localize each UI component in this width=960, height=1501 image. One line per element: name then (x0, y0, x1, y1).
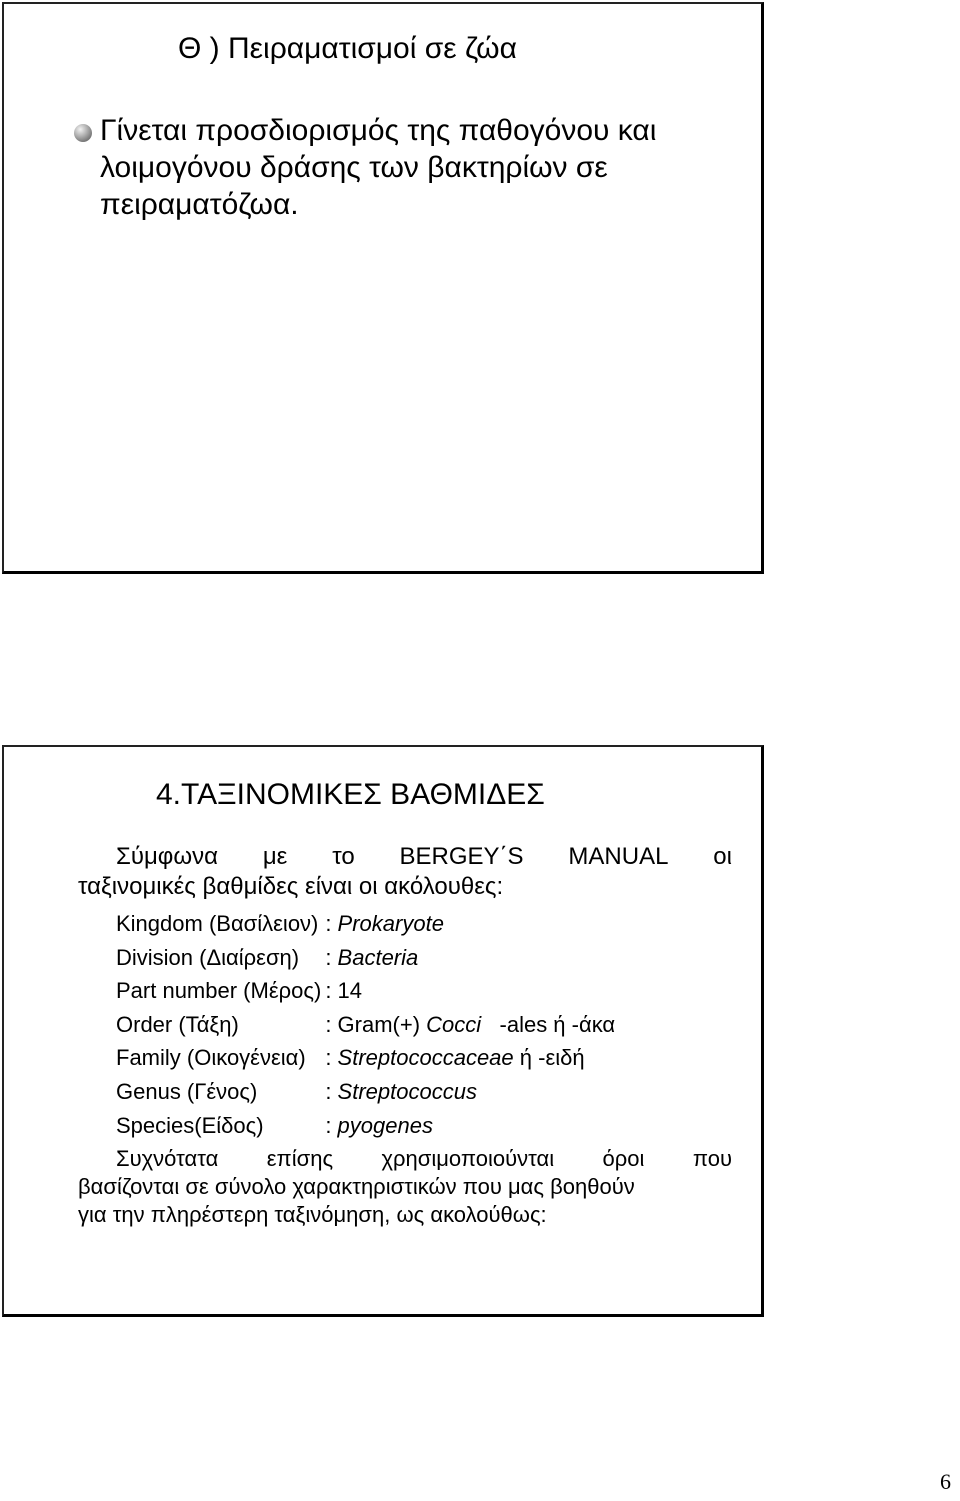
taxonomy-value-cell (325, 907, 615, 941)
closing-paragraph (78, 1144, 732, 1229)
taxonomy-row (116, 1008, 615, 1042)
taxonomy-value-cell (325, 1041, 615, 1075)
intro-word: το (332, 843, 355, 870)
intro-word: οι (713, 843, 732, 870)
slide-title: 4.ΤΑΞΙΝΟΜΙΚΕΣ ΒΑΘΜΙΔΕΣ (156, 778, 545, 811)
taxonomy-value: Streptococcus (337, 1078, 477, 1104)
taxonomy-separator: : (325, 1045, 338, 1071)
taxonomy-row (116, 1075, 615, 1109)
intro-paragraph (78, 842, 732, 902)
taxonomy-table (116, 907, 615, 1142)
taxonomy-row (116, 941, 615, 975)
taxonomy-rank: Genus (Γένος) (116, 1078, 258, 1104)
taxonomy-separator: : (325, 944, 338, 970)
taxonomy-value-cell (325, 941, 615, 975)
closing-word: Συχνότατα (116, 1146, 219, 1171)
page-number: 6 (940, 1469, 951, 1494)
taxonomy-rank: Part number (Μέρος) (116, 978, 322, 1004)
taxonomy-value: Cocci (426, 1011, 482, 1037)
taxonomy-row (116, 1041, 615, 1075)
taxonomy-row (116, 1109, 615, 1143)
taxonomy-suffix: ή -ειδή (513, 1045, 585, 1071)
taxonomy-separator: : 14 (325, 978, 363, 1004)
taxonomy-separator: : Gram(+) (325, 1011, 427, 1037)
taxonomy-separator: : (325, 1078, 338, 1104)
intro-word: MANUAL (568, 843, 669, 870)
slide-2 (2, 745, 764, 1317)
slide-1 (2, 2, 764, 574)
taxonomy-rank: Kingdom (Βασίλειον) (116, 911, 319, 936)
taxonomy-suffix: -ales ή -άκα (481, 1011, 616, 1037)
taxonomy-value: Prokaryote (337, 911, 444, 936)
taxonomy-rank: Order (Τάξη) (116, 1011, 239, 1037)
taxonomy-rank: Family (Οικογένεια) (116, 1045, 306, 1071)
taxonomy-row (116, 907, 615, 941)
closing-line-1 (78, 1144, 732, 1173)
intro-word: Σύμφωνα (116, 843, 218, 870)
bullet-text: Γίνεται προσδιορισμός της παθογόνου και λοιμογόνου δράσης των βακτηρίων σε πειραματόζωα. (100, 114, 657, 221)
intro-line-2: ταξινομικές βαθμίδες είναι οι ακόλουθες: (78, 873, 504, 900)
taxonomy-value-cell (325, 974, 615, 1008)
taxonomy-value-cell (325, 1008, 615, 1042)
intro-word: με (262, 843, 288, 870)
taxonomy-row (116, 974, 615, 1008)
taxonomy-separator: : (325, 1112, 338, 1138)
closing-line-3: για την πληρέστερη ταξινόμηση, ως ακολούθως: (78, 1202, 547, 1227)
closing-word: επίσης (266, 1146, 334, 1171)
closing-word: όροι (602, 1146, 645, 1171)
sphere-bullet-icon (74, 124, 92, 142)
taxonomy-value-cell (325, 1109, 615, 1143)
taxonomy-value: Bacteria (337, 944, 419, 970)
intro-word: BERGEY΄S (399, 843, 524, 870)
closing-word: χρησιμοποιούνται (381, 1146, 555, 1171)
taxonomy-rank: Division (Διαίρεση) (116, 944, 300, 970)
taxonomy-value-cell (325, 1075, 615, 1109)
closing-line-2: βασίζονται σε σύνολο χαρακτηριστικών που μας βοηθούν (78, 1174, 635, 1199)
taxonomy-separator: : (325, 911, 338, 936)
slide-title: Θ ) Πειραματισμοί σε ζώα (178, 32, 517, 65)
intro-line-1 (78, 842, 732, 872)
taxonomy-rank: Species(Είδος) (116, 1112, 264, 1138)
closing-word: που (692, 1146, 732, 1171)
taxonomy-value: Streptococcaceae (337, 1045, 514, 1071)
taxonomy-value: pyogenes (337, 1112, 433, 1138)
